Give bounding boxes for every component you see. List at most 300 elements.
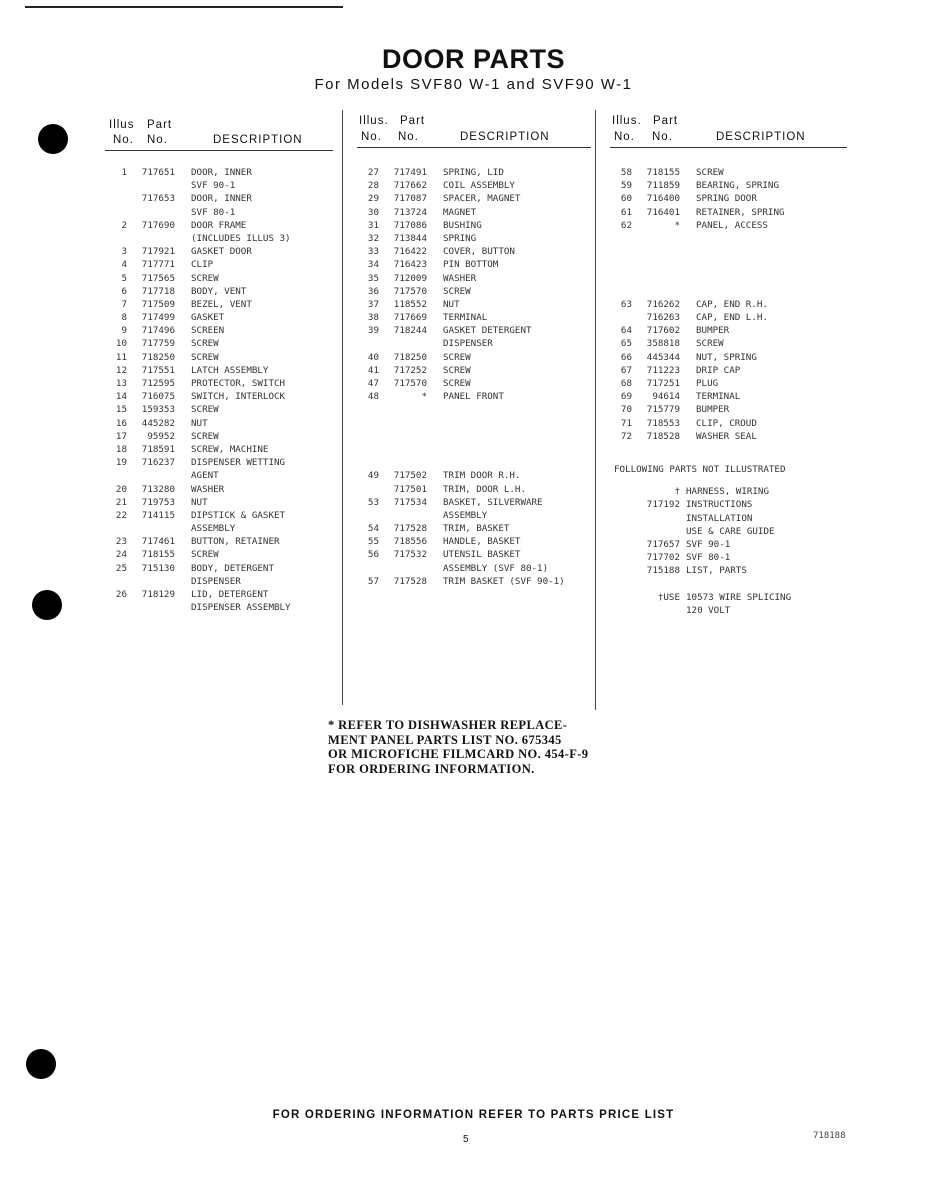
- part-description: SCREW: [191, 338, 219, 350]
- part-number: 718591: [141, 443, 175, 455]
- table-row: [610, 220, 850, 233]
- table-row: [357, 338, 597, 351]
- part-number: 717528: [393, 575, 427, 587]
- part-description: TRIM BASKET (SVF 90-1): [443, 575, 565, 587]
- table-row: [105, 325, 337, 338]
- part-description: LID, DETERGENT: [191, 589, 269, 600]
- illus-number: 55: [367, 536, 379, 548]
- part-description: BUTTON, RETAINER: [191, 536, 280, 548]
- part-description: DISPENSER WETTING: [191, 457, 286, 469]
- part-description: 10573 WIRE SPLICING: [686, 591, 792, 603]
- table-row: [105, 523, 337, 536]
- illus-number: 30: [367, 206, 379, 218]
- part-description: SCREEN: [191, 325, 225, 337]
- part-number: 718250: [393, 351, 427, 363]
- part-description: DISPENSER: [443, 338, 493, 350]
- header-description: DESCRIPTION: [460, 131, 550, 143]
- not-illustrated-heading: FOLLOWING PARTS NOT ILLUSTRATED: [614, 463, 786, 475]
- table-row: [610, 552, 850, 565]
- header-illus-no: No.: [614, 131, 635, 143]
- part-number: 717570: [393, 285, 427, 297]
- illus-number: 38: [367, 312, 379, 324]
- table-row: [357, 207, 597, 220]
- table-row: [105, 352, 337, 365]
- table-row: [610, 259, 850, 272]
- part-description: SWITCH, INTERLOCK: [191, 391, 286, 403]
- part-number: 717653: [141, 193, 175, 205]
- table-row: [357, 220, 597, 233]
- table-row: [610, 207, 850, 220]
- part-number: 717509: [141, 298, 175, 310]
- table-row: [105, 338, 337, 351]
- illus-number: 6: [121, 285, 127, 297]
- part-number: 711223: [646, 364, 680, 376]
- table-row: [610, 418, 850, 431]
- illus-number: 59: [620, 180, 632, 192]
- table-row: [357, 391, 597, 404]
- part-number: 717651: [141, 167, 175, 178]
- table-row: [610, 246, 850, 259]
- table-row: [105, 497, 337, 510]
- illus-number: 69: [620, 391, 632, 403]
- illus-number: 25: [115, 562, 127, 574]
- part-number: 713844: [393, 232, 427, 244]
- part-description: SCREW: [443, 351, 471, 363]
- column-divider: [595, 110, 596, 710]
- table-row: [610, 526, 850, 539]
- ordering-note: [328, 718, 588, 776]
- part-number: 358818: [646, 338, 680, 350]
- illus-number: 48: [367, 391, 379, 403]
- illus-number: 3: [121, 246, 127, 258]
- part-description: HANDLE, BASKET: [443, 536, 521, 548]
- illus-number: 61: [620, 206, 632, 218]
- part-number: 717499: [141, 312, 175, 324]
- part-description: HARNESS, WIRING: [686, 486, 769, 498]
- table-row: [357, 444, 597, 457]
- page-number: 5: [463, 1134, 469, 1145]
- table-row: [610, 499, 850, 512]
- illus-number: 34: [367, 259, 379, 271]
- table-row: [357, 523, 597, 536]
- part-number: 713280: [141, 483, 175, 495]
- part-description: GASKET: [191, 312, 225, 324]
- table-row: [105, 510, 337, 523]
- illus-number: 18: [115, 443, 127, 455]
- illus-number: 41: [367, 364, 379, 376]
- part-number: 717690: [141, 219, 175, 231]
- part-number: 717565: [141, 272, 175, 284]
- part-number: 717496: [141, 325, 175, 337]
- illus-number: 49: [367, 470, 379, 482]
- part-number: 711859: [646, 180, 680, 192]
- part-number: *: [674, 219, 680, 231]
- illus-number: 26: [115, 589, 127, 600]
- part-description: RETAINER, SPRING: [696, 206, 785, 218]
- parts-column-1: [105, 115, 337, 615]
- part-description: PANEL, ACCESS: [696, 219, 768, 231]
- part-description: NUT: [191, 417, 208, 429]
- illus-number: 72: [620, 430, 632, 442]
- illus-number: 27: [367, 167, 379, 178]
- part-number: 718553: [646, 417, 680, 429]
- illus-number: 4: [121, 259, 127, 271]
- part-description: PLUG: [696, 378, 719, 389]
- header-illus-no: No.: [113, 134, 134, 146]
- table-row: [610, 299, 850, 312]
- part-number: 713724: [393, 206, 427, 218]
- table-row: [610, 180, 850, 193]
- binder-hole-top: [38, 124, 68, 154]
- table-row: [610, 233, 850, 246]
- table-row: [105, 273, 337, 286]
- illus-number: 29: [367, 193, 379, 205]
- illus-number: 66: [620, 351, 632, 363]
- part-number: 718244: [393, 325, 427, 337]
- header-illus: Illus.: [359, 115, 389, 127]
- part-description: SCREW: [443, 378, 471, 389]
- part-number: 718155: [141, 549, 175, 561]
- part-description: UTENSIL BASKET: [443, 549, 521, 561]
- table-row: [610, 325, 850, 338]
- header-rule: [610, 147, 847, 148]
- table-row: [105, 259, 337, 272]
- illus-number: 22: [115, 509, 127, 521]
- table-row: [105, 207, 337, 220]
- header-rule: [357, 147, 591, 148]
- table-row: [357, 312, 597, 325]
- header-part: Part: [147, 119, 173, 131]
- part-description: 120 VOLT: [686, 604, 731, 616]
- table-row: [357, 233, 597, 246]
- part-description: DISPENSER: [191, 575, 241, 587]
- part-description: SPRING: [443, 232, 477, 244]
- part-number: 712595: [141, 378, 175, 389]
- part-number: 717602: [646, 325, 680, 337]
- part-description: SVF 90-1: [191, 180, 236, 192]
- table-row: [610, 431, 850, 444]
- part-description: NUT: [191, 496, 208, 508]
- illus-number: 35: [367, 272, 379, 284]
- illus-number: 15: [115, 404, 127, 416]
- part-description: SVF 80-1: [191, 206, 236, 218]
- top-rule: [25, 6, 343, 8]
- table-row: [610, 592, 850, 605]
- part-description: INSTRUCTIONS: [686, 499, 753, 511]
- part-description: PIN BOTTOM: [443, 259, 499, 271]
- table-row: [610, 352, 850, 365]
- table-row: [105, 549, 337, 562]
- part-number: 718556: [393, 536, 427, 548]
- part-number: 445344: [646, 351, 680, 363]
- table-row: [357, 484, 597, 497]
- table-row: [357, 431, 597, 444]
- part-description: SPACER, MAGNET: [443, 193, 521, 205]
- illus-number: 23: [115, 536, 127, 548]
- illus-number: 37: [367, 298, 379, 310]
- part-description: TERMINAL: [696, 391, 741, 403]
- table-row: [357, 549, 597, 562]
- table-row: [610, 167, 850, 180]
- table-row: [357, 246, 597, 259]
- binder-hole-middle: [32, 590, 62, 620]
- table-row: [610, 486, 850, 499]
- parts-list: [105, 167, 337, 615]
- part-description: NUT: [443, 298, 460, 310]
- table-row: [105, 193, 337, 206]
- part-number: 95952: [147, 430, 175, 442]
- illus-number: 8: [121, 312, 127, 324]
- illus-number: 16: [115, 417, 127, 429]
- part-number: 717251: [646, 378, 680, 389]
- part-number: 717252: [393, 364, 427, 376]
- table-row: [357, 259, 597, 272]
- part-description: TRIM, BASKET: [443, 523, 510, 535]
- part-number: 714115: [141, 509, 175, 521]
- table-row: [105, 576, 337, 589]
- part-description: DOOR, INNER: [191, 193, 252, 205]
- part-number: 717702: [646, 552, 680, 564]
- table-row: [610, 365, 850, 378]
- part-description: SPRING DOOR: [696, 193, 757, 205]
- table-row: [357, 325, 597, 338]
- part-description: SCREW: [696, 338, 724, 350]
- illus-number: 58: [620, 167, 632, 178]
- part-number: †USE: [657, 591, 680, 603]
- part-number: 118552: [393, 298, 427, 310]
- part-number: *: [421, 391, 427, 403]
- table-row: [105, 470, 337, 483]
- table-row: [357, 536, 597, 549]
- part-number: 715779: [646, 404, 680, 416]
- part-description: DISPENSER ASSEMBLY: [191, 602, 291, 614]
- header-part-no: No.: [398, 131, 419, 143]
- table-row: [610, 513, 850, 526]
- table-row: [105, 457, 337, 470]
- part-description: LIST, PARTS: [686, 565, 747, 577]
- part-description: COIL ASSEMBLY: [443, 180, 515, 192]
- header-description: DESCRIPTION: [213, 134, 303, 146]
- table-row: [610, 273, 850, 286]
- part-number: 716422: [393, 246, 427, 258]
- part-description: CAP, END R.H.: [696, 298, 768, 310]
- table-row: [105, 233, 337, 246]
- part-number: 715188: [646, 565, 680, 577]
- table-row: [105, 418, 337, 431]
- table-row: [610, 565, 850, 578]
- illus-number: 5: [121, 272, 127, 284]
- illus-number: 28: [367, 180, 379, 192]
- part-description: INSTALLATION: [686, 512, 753, 524]
- page-title: DOOR PARTS: [381, 44, 565, 74]
- table-row: [610, 312, 850, 325]
- part-number: 717718: [141, 285, 175, 297]
- note-line: MENT PANEL PARTS LIST NO. 675345: [328, 732, 562, 747]
- part-description: PANEL FRONT: [443, 391, 504, 403]
- table-row: [357, 180, 597, 193]
- part-number: 712009: [393, 272, 427, 284]
- part-description: ASSEMBLY (SVF 80-1): [443, 562, 549, 574]
- illus-number: 70: [620, 404, 632, 416]
- part-number: †: [674, 486, 680, 498]
- table-row: [105, 312, 337, 325]
- table-row: [105, 378, 337, 391]
- parts-column-2: [357, 115, 597, 589]
- column-divider: [342, 110, 343, 705]
- part-description: BASKET, SILVERWARE: [443, 496, 543, 508]
- table-row: [357, 273, 597, 286]
- illus-number: 14: [115, 391, 127, 403]
- part-description: SCREW: [696, 167, 724, 178]
- table-row: [105, 299, 337, 312]
- table-row: [610, 378, 850, 391]
- illus-number: 12: [115, 364, 127, 376]
- part-number: 717532: [393, 549, 427, 561]
- part-description: MAGNET: [443, 206, 477, 218]
- header-illus: Illus.: [612, 115, 642, 127]
- part-description: TRIM, DOOR L.H.: [443, 483, 526, 495]
- table-row: [357, 404, 597, 417]
- part-description: NUT, SPRING: [696, 351, 757, 363]
- part-description: SCREW: [191, 404, 219, 416]
- part-description: GASKET DOOR: [191, 246, 252, 258]
- table-row: [610, 286, 850, 299]
- part-number: 719753: [141, 496, 175, 508]
- part-description: BEZEL, VENT: [191, 298, 252, 310]
- illus-number: 57: [367, 575, 379, 587]
- note-line: OR MICROFICHE FILMCARD NO. 454-F-9: [328, 747, 589, 761]
- table-row: [610, 193, 850, 206]
- part-description: AGENT: [191, 470, 219, 482]
- table-row: [357, 470, 597, 483]
- part-number: 94614: [652, 391, 680, 403]
- part-description: CAP, END L.H.: [696, 312, 768, 324]
- part-description: ASSEMBLY: [191, 523, 236, 535]
- part-description: SCREW: [191, 351, 219, 363]
- parts-column-3: [610, 115, 850, 618]
- part-number: 716263: [646, 312, 680, 324]
- part-number: 716401: [646, 206, 680, 218]
- part-number: 716262: [646, 298, 680, 310]
- header-part: Part: [653, 115, 679, 127]
- header-illus: Illus: [109, 119, 135, 131]
- part-description: DIPSTICK & GASKET: [191, 509, 286, 521]
- parts-list: [357, 167, 597, 589]
- part-description: WASHER: [443, 272, 477, 284]
- column-header: [610, 115, 850, 151]
- part-description: SCREW: [191, 549, 219, 561]
- illus-number: 67: [620, 364, 632, 376]
- table-row: [105, 220, 337, 233]
- table-row: [105, 246, 337, 259]
- part-description: BODY, VENT: [191, 285, 247, 297]
- table-row: [610, 605, 850, 618]
- table-row: [357, 299, 597, 312]
- table-row: [105, 391, 337, 404]
- illus-number: 17: [115, 430, 127, 442]
- part-number: 717501: [393, 483, 427, 495]
- table-row: [105, 589, 337, 602]
- header-part-no: No.: [652, 131, 673, 143]
- table-row: [357, 497, 597, 510]
- part-description: LATCH ASSEMBLY: [191, 364, 269, 376]
- part-description: PROTECTOR, SWITCH: [191, 378, 286, 389]
- part-description: TRIM DOOR R.H.: [443, 470, 521, 482]
- illus-number: 11: [115, 351, 127, 363]
- part-description: SCREW: [191, 272, 219, 284]
- illus-number: 64: [620, 325, 632, 337]
- part-number: 715130: [141, 562, 175, 574]
- part-number: 717669: [393, 312, 427, 324]
- part-number: 716400: [646, 193, 680, 205]
- table-row: [357, 167, 597, 180]
- table-row: [105, 167, 337, 180]
- part-number: 718250: [141, 351, 175, 363]
- table-row: [357, 378, 597, 391]
- part-number: 717662: [393, 180, 427, 192]
- table-row: [610, 539, 850, 552]
- illus-number: 68: [620, 378, 632, 389]
- table-row: [105, 563, 337, 576]
- part-number: 717759: [141, 338, 175, 350]
- part-description: DRIP CAP: [696, 364, 741, 376]
- part-description: BEARING, SPRING: [696, 180, 779, 192]
- part-number: 717551: [141, 364, 175, 376]
- header-description: DESCRIPTION: [716, 131, 806, 143]
- table-row: [105, 404, 337, 417]
- illus-number: 7: [121, 298, 127, 310]
- illus-number: 1: [121, 167, 127, 178]
- part-description: BUMPER: [696, 404, 730, 416]
- table-row: [357, 352, 597, 365]
- part-description: SPRING, LID: [443, 167, 504, 178]
- illus-number: 24: [115, 549, 127, 561]
- part-number: 717921: [141, 246, 175, 258]
- header-illus-no: No.: [361, 131, 382, 143]
- table-row: [357, 365, 597, 378]
- part-number: 717086: [393, 219, 427, 231]
- part-number: 717087: [393, 193, 427, 205]
- part-description: (INCLUDES ILLUS 3): [191, 232, 291, 244]
- header-part: Part: [400, 115, 426, 127]
- parts-list: [610, 167, 850, 444]
- part-description: DOOR FRAME: [191, 219, 247, 231]
- table-row: [357, 576, 597, 589]
- table-row: [105, 602, 337, 615]
- table-row: [610, 391, 850, 404]
- part-description: SCREW: [443, 364, 471, 376]
- illus-number: 2: [121, 219, 127, 231]
- part-number: 718129: [141, 589, 175, 600]
- illus-number: 54: [367, 523, 379, 535]
- table-row: [357, 457, 597, 470]
- table-row: [105, 484, 337, 497]
- part-number: 717461: [141, 536, 175, 548]
- part-description: SVF 80-1: [686, 552, 731, 564]
- note-line: * REFER TO DISHWASHER REPLACE-: [328, 718, 568, 732]
- illus-number: 31: [367, 219, 379, 231]
- part-description: COVER, BUTTON: [443, 246, 515, 258]
- illus-number: 56: [367, 549, 379, 561]
- part-number: 717534: [393, 496, 427, 508]
- illus-number: 53: [367, 496, 379, 508]
- part-description: GASKET DETERGENT: [443, 325, 532, 337]
- table-row: [357, 418, 597, 431]
- part-description: SCREW: [443, 285, 471, 297]
- part-number: 718528: [646, 430, 680, 442]
- part-number: 717502: [393, 470, 427, 482]
- part-number: 716237: [141, 457, 175, 469]
